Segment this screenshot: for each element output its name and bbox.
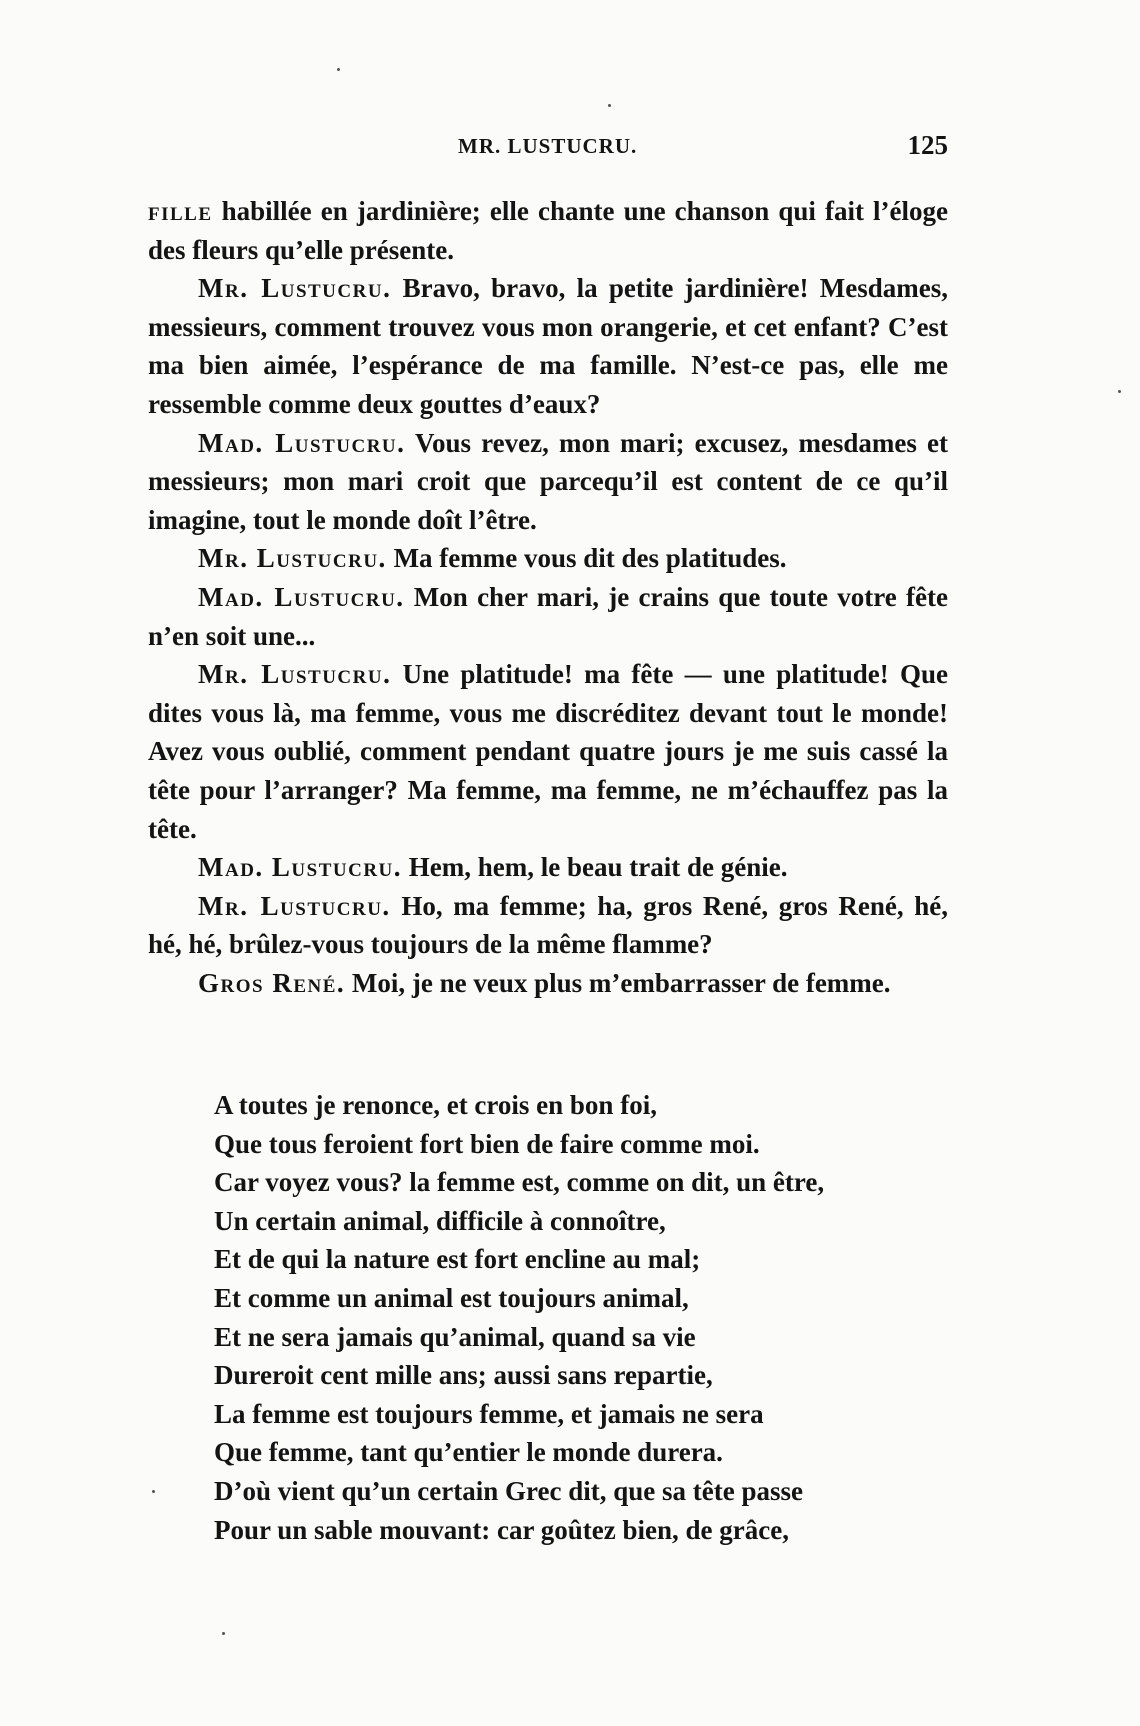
verse-line: Et comme un animal est toujours animal, [214,1282,689,1313]
speaker-name: Mad. Lustucru. [198,581,405,612]
speech-text: Bravo, bravo, la petite jardinière! Mesdames, messieurs, comment trouvez vous mon orangerie, et cet enfant? C’est ma bien aimée, l’espérance de ma famille. N’est-ce pas, elle me ressemble comme deux gouttes d’eaux? [148,273,949,419]
verse-line: Car voyez vous? la femme est, comme on dit, un être, [214,1167,825,1198]
speech-4 [148,578,948,655]
verse-line: Et ne sera jamais qu’animal, quand sa vie [214,1321,696,1352]
speech-2 [148,424,948,540]
speaker-name: Mad. Lustucru. [198,427,406,458]
speech-7 [148,887,948,964]
page-number: 125 [907,130,948,160]
verse-block [214,1086,934,1549]
verse-line: Et de qui la nature est fort encline au mal; [214,1244,701,1275]
speaker-name: Mad. Lustucru. [198,852,403,883]
verse-line: Dureroit cent mille ans; aussi sans repartie, [214,1360,713,1391]
speaker-name: Mr. Lustucru. [198,273,392,304]
speaker-name: Mr. Lustucru. [198,543,387,574]
running-head [148,130,948,166]
speech-text: Vous revez, mon mari; excusez, mesdames et messieurs; mon mari croit que parcequ’il est content de ce qu’il imagine, tout le monde doît l’être. [148,427,948,535]
stage-direction [148,192,948,269]
speech-text: Hem, hem, le beau trait de génie. [402,852,788,883]
speech-5 [148,655,948,848]
verse-line: Que femme, tant qu’entier le monde durera. [214,1437,723,1468]
prose-body [148,192,948,1002]
speech-3 [148,539,948,578]
speech-8 [148,964,948,1003]
verse-line: A toutes je renonce, et crois en bon foi, [214,1090,657,1120]
stage-direction-lead: fille [148,196,213,226]
running-title: MR. LUSTUCRU. [458,134,638,158]
verse-line: La femme est toujours femme, et jamais ne sera [214,1398,764,1429]
speaker-name: Mr. Lustucru. [198,890,391,921]
speaker-name: Mr. Lustucru. [198,659,392,690]
speech-6 [148,848,948,887]
speech-text: Une platitude! ma fête — une platitude! Que dites vous là, ma femme, vous me discréditez devant tout le monde! Avez vous oublié, comment pendant quatre jours je me suis cassé la tête pour l’arranger? Ma femme, ma femme, ne m’échauffez pas la tête. [148,659,948,844]
verse-line: D’où vient qu’un certain Grec dit, que sa tête passe [214,1475,803,1506]
speech-text: Ma femme vous dit des platitudes. [386,543,787,574]
verse-line: Pour un sable mouvant: car goûtez bien, de grâce, [214,1514,789,1545]
speaker-name: Gros René. [198,967,346,998]
speech-text: Ho, ma femme; ha, gros René, gros René, hé, hé, hé, brûlez-vous toujours de la même flamme? [148,890,948,960]
speech-text: Moi, je ne veux plus m’embarrasser de femme. [345,967,891,998]
stage-direction-text: habillée en jardinière; elle chante une chanson qui fait l’éloge des fleurs qu’elle présente. [148,196,948,265]
verse-line: Que tous feroient fort bien de faire comme moi. [214,1128,760,1159]
speech-1 [148,269,948,423]
speech-text: Mon cher mari, je crains que toute votre fête n’en soit une... [148,581,948,651]
verse-line: Un certain animal, difficile à connoître, [214,1205,666,1236]
